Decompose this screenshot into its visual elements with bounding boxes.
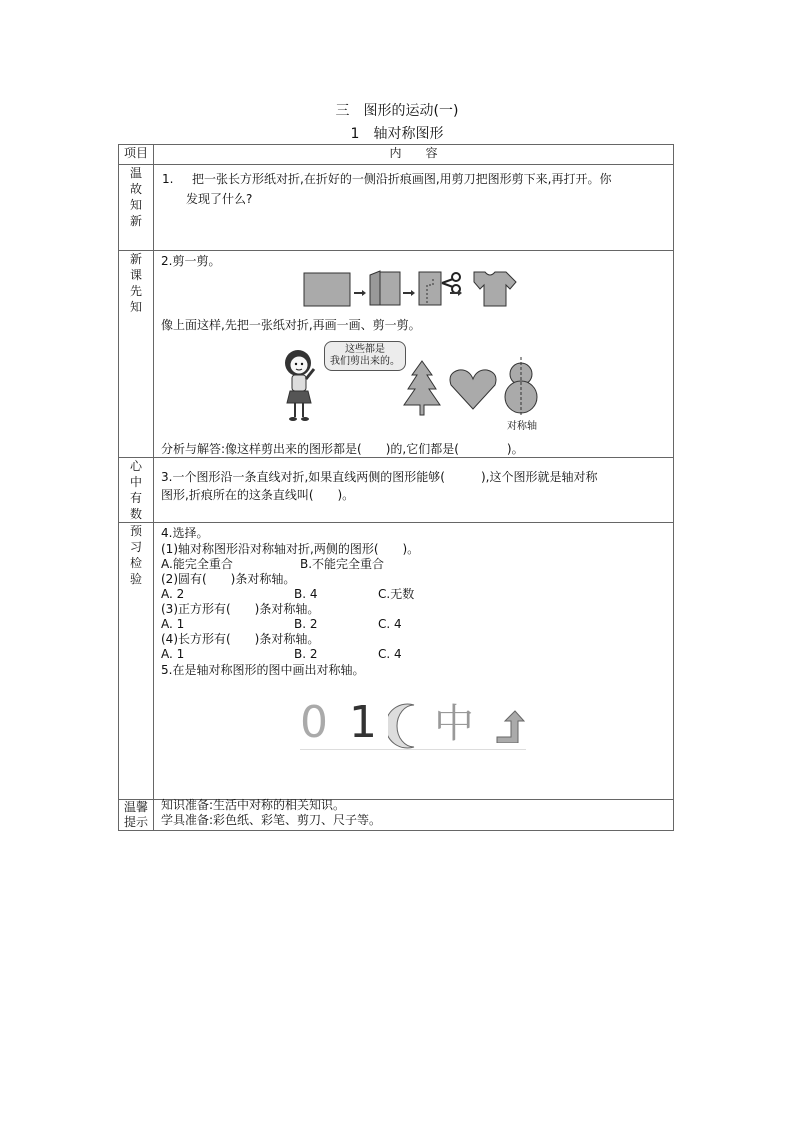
row-review — [119, 165, 674, 251]
speech-bubble: 这些都是 我们剪出来的。 — [324, 341, 406, 371]
label-preview: 新课先知 — [119, 251, 154, 458]
lesson-table — [118, 144, 674, 831]
unit-title: 三 图形的运动(一) — [335, 103, 459, 119]
content-tips — [154, 800, 674, 831]
q4-2-option-a: A. 2 — [161, 587, 185, 601]
glyph-zero: 0 — [300, 697, 328, 748]
row-preview — [119, 251, 674, 458]
label-heart: 心中有数 — [119, 458, 154, 523]
q4-1-option-a: A.能完全重合 — [161, 557, 233, 571]
tip-knowledge: 知识准备:生活中对称的相关知识。 — [161, 798, 346, 812]
header-item: 项目 — [119, 145, 154, 165]
heart-shape — [448, 367, 498, 411]
q2-instruction: 像上面这样,先把一张纸对折,再画一画、剪一剪。 — [161, 318, 421, 332]
gourd-shape — [502, 357, 540, 417]
arrow-icon — [411, 290, 415, 296]
q4-1: (1)轴对称图形沿对称轴对折,两侧的图形( )。 — [161, 542, 420, 556]
label-review: 温故知新 — [119, 165, 154, 251]
q1-number: 1. — [162, 172, 174, 186]
girl-cartoon — [278, 345, 320, 427]
baseline-divider — [300, 749, 526, 750]
label-check: 预习检验 — [119, 523, 154, 800]
tip-materials: 学具准备:彩色纸、彩笔、剪刀、尺子等。 — [161, 813, 382, 827]
shirt-shape — [474, 272, 516, 306]
q4-4-option-b: B. 2 — [294, 647, 318, 661]
q4-2-option-c: C.无数 — [378, 587, 415, 601]
q1-line2: 发现了什么? — [186, 192, 253, 206]
q4-title: 4.选择。 — [161, 526, 209, 540]
q3-line2: 图形,折痕所在的这条直线叫( )。 — [161, 488, 355, 502]
content-review — [154, 165, 674, 251]
analysis-text: 分析与解答:像这样剪出来的图形都是( )的,它们都是( )。 — [161, 442, 524, 456]
content-check — [154, 523, 674, 800]
bent-arrow-shape — [493, 709, 525, 743]
q4-3: (3)正方形有( )条对称轴。 — [161, 602, 320, 616]
arrow-icon — [362, 290, 366, 296]
content-heart — [154, 458, 674, 523]
q2-title: 2.剪一剪。 — [161, 254, 221, 268]
axis-label: 对称轴 — [507, 421, 537, 432]
folded-paper-shape — [370, 271, 380, 305]
q4-4-option-c: C. 4 — [378, 647, 402, 661]
drawn-paper-shape — [419, 272, 441, 305]
crescent-moon-shape — [388, 703, 424, 749]
header-content: 内 容 — [154, 145, 674, 165]
folding-steps-illustration — [302, 269, 527, 309]
q3-line1: 3.一个图形沿一条直线对折,如果直线两侧的图形能够( ),这个图形就是轴对称 — [161, 470, 598, 484]
q5-text: 5.在是轴对称图形的图中画出对称轴。 — [161, 663, 365, 677]
q4-1-option-b: B.不能完全重合 — [300, 557, 385, 571]
q4-4-option-a: A. 1 — [161, 647, 185, 661]
q4-2: (2)圆有( )条对称轴。 — [161, 572, 296, 586]
q4-4: (4)长方形有( )条对称轴。 — [161, 632, 320, 646]
row-heart — [119, 458, 674, 523]
q4-3-option-a: A. 1 — [161, 617, 185, 631]
lesson-title: 1 轴对称图形 — [350, 126, 444, 142]
glyph-zhong: 中 — [434, 701, 474, 747]
tree-shape — [402, 359, 442, 417]
q4-3-option-c: C. 4 — [378, 617, 402, 631]
row-check — [119, 523, 674, 800]
table-header-row — [119, 145, 674, 165]
glyph-one: 1 — [349, 697, 377, 748]
row-tips — [119, 800, 674, 831]
q4-3-option-b: B. 2 — [294, 617, 318, 631]
q4-2-option-b: B. 4 — [294, 587, 318, 601]
scissors-icon — [442, 273, 460, 293]
label-tips: 温馨提示 — [119, 800, 154, 831]
paper-sheet-shape — [304, 273, 350, 306]
q1-line1: 把一张长方形纸对折,在折好的一侧沿折痕画图,用剪刀把图形剪下来,再打开。你 — [192, 172, 612, 186]
content-preview — [154, 251, 674, 458]
